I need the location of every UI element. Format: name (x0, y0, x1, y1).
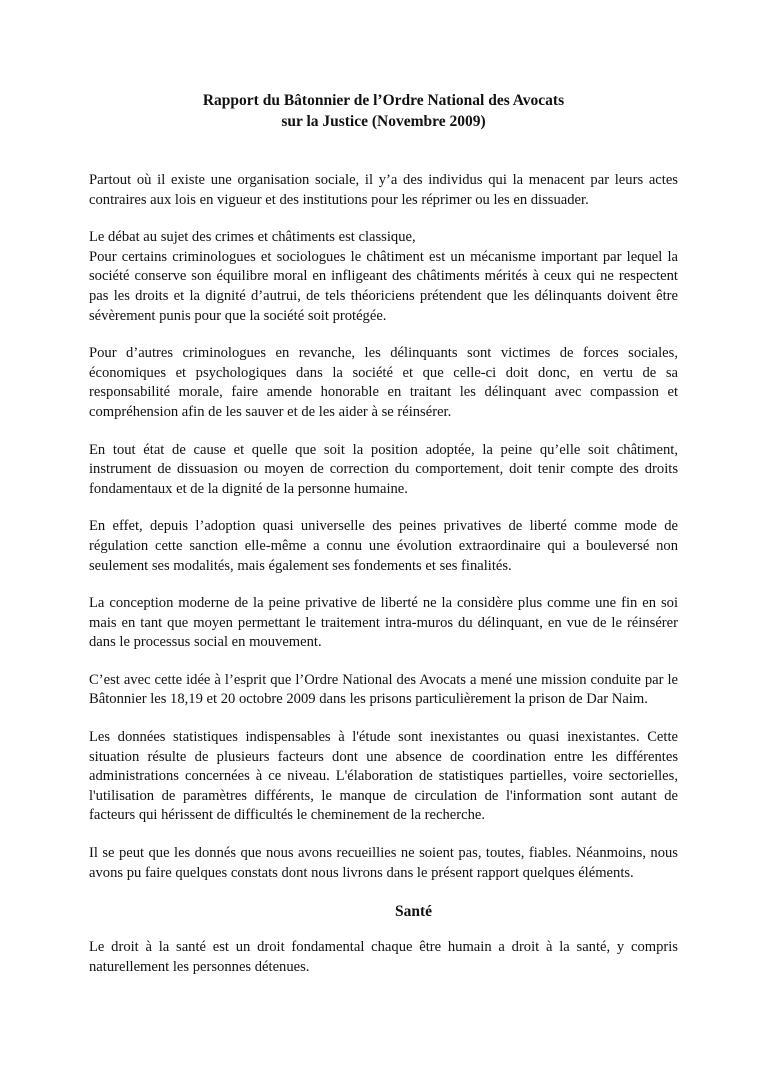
section-heading-health: Santé (394, 903, 433, 921)
paragraph-statistics: Les données statistiques indispensables à l'étude sont inexistantes ou quasi inexistantes. Cette situation résulte de plusieurs facteurs dont une absence de coordination entre les différentes administrations concernées à ce niveau. L'élaboration de statistiques partielles, voire sectorielles, l'utilisation de paramètres différents, le manque de circulation de l'information sont autant de facteurs qui hérissent de difficultés le cheminement de la recherche. (89, 729, 678, 824)
title-line-1: Rapport du Bâtonnier de l’Ordre National des Avocats (202, 92, 565, 109)
paragraph-debate (89, 228, 678, 326)
paragraph-debate-body: Pour certains criminologues et sociologues le châtiment est un mécanisme important par lequel la société conserve son équilibre moral en infligeant des châtiments mérités à ceux qui ne respectent pas les droits et la dignité d’autrui, de tels théoriciens prétendent que les délinquants doivent être sévèrement punis pour que la société soit protégée. (89, 248, 678, 324)
paragraph-reliability: Il se peut que les donnés que nous avons recueillies ne soient pas, toutes, fiables. Néanmoins, nous avons pu faire quelques constats dont nous livrons dans le présent rapport quelques éléments. (89, 845, 678, 881)
paragraph-intro: Partout où il existe une organisation sociale, il y’a des individus qui la menacent par leurs actes contraires aux lois en vigueur et des institutions pour les réprimer ou les en dissuader. (89, 172, 678, 208)
paragraph-whatever-position: En tout état de cause et quelle que soit la position adoptée, la peine qu’elle soit châtiment, instrument de dissuasion ou moyen de correction du comportement, doit tenir compte des droits fondamentaux et de la dignité de la personne humaine. (89, 441, 678, 497)
document-title (89, 90, 678, 132)
paragraph-universal-adoption: En effet, depuis l’adoption quasi universelle des peines privatives de liberté comme mode de régulation cette sanction elle-même a connu une évolution extraordinaire qui a bouleversé non seulement ses modalités, mais également ses fondements et ses finalités. (89, 518, 678, 574)
paragraph-health: Le droit à la santé est un droit fondamental chaque être humain a droit à la santé, y compris naturellement les personnes détenues. (89, 939, 678, 975)
title-line-2: sur la Justice (Novembre 2009) (281, 113, 486, 130)
paragraph-debate-lead: Le débat au sujet des crimes et châtiments est classique, (89, 229, 416, 246)
paragraph-modern-conception: La conception moderne de la peine privative de liberté ne la considère plus comme une fin en soi mais en tant que moyen permettant le traitement intra-muros du délinquant, en vue de le réinsérer dans le processus social en mouvement. (89, 595, 678, 651)
paragraph-mission: C’est avec cette idée à l’esprit que l’Ordre National des Avocats a mené une mission conduite par le Bâtonnier les 18,19 et 20 octobre 2009 dans les prisons particulièrement la prison de Dar Naim. (89, 671, 678, 708)
paragraph-other-criminologists: Pour d’autres criminologues en revanche, les délinquants sont victimes de forces sociales, économiques et psychologiques dans la société et que celle-ci doit donc, en vertu de sa responsabilité morale, faire amende honorable en traitant les délinquant avec compassion et compréhension afin de les sauver et de les aider à se réinsérer. (89, 345, 678, 420)
